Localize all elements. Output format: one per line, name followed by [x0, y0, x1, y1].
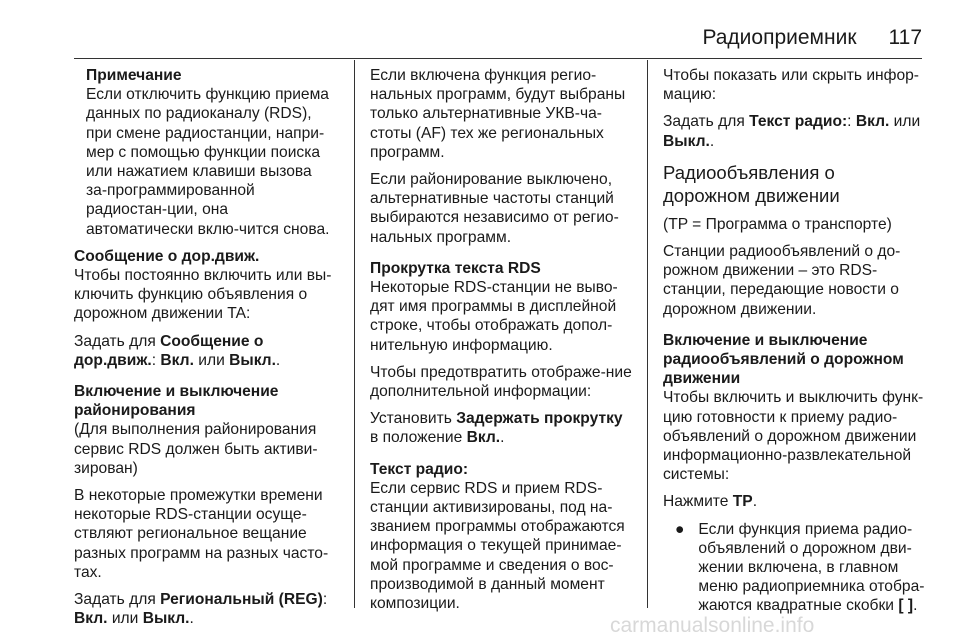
rds-scroll-text: Некоторые RDS-станции не выво-дят имя программы в дисплейной строке, чтобы отображать допол-нительную информацию. [370, 279, 618, 354]
column-2 [370, 66, 632, 613]
period: . [913, 597, 918, 615]
tp-definition: (TP = Программа о транспорте) [663, 215, 892, 233]
menu-item-name: Задержать прокрутку [456, 410, 623, 428]
period: . [752, 493, 758, 511]
watermark: carmanualsonline.info [610, 614, 815, 637]
option-on: Вкл. [466, 429, 501, 447]
header-divider [74, 58, 922, 59]
square-brackets: [ ] [898, 597, 914, 615]
column-divider-2 [647, 60, 648, 608]
setting-prefix: Задать для [663, 113, 750, 131]
or-text: или [193, 351, 230, 369]
note-title: Примечание [86, 67, 182, 84]
period: . [189, 610, 194, 628]
period: . [275, 351, 281, 369]
period: . [709, 132, 715, 150]
traffic-message-setting [74, 332, 337, 370]
tp-onoff-text: Чтобы включить и выключить функ-цию готовности к приему радио-объявлений о дорожном движении информационно-развлекательной системы: [663, 389, 924, 484]
column-divider-1 [354, 60, 355, 608]
setting-prefix: Задать для [74, 332, 161, 350]
separator: : [322, 591, 328, 609]
regionalization-setting [74, 590, 337, 628]
column-3 [663, 66, 925, 615]
option-off: Выкл. [142, 610, 190, 628]
option-on: Вкл. [855, 113, 890, 131]
rds-scroll-setting [370, 409, 632, 447]
section-title: Радиоприемник [702, 26, 857, 49]
or-text: или [107, 610, 143, 628]
note-text: Если отключить функцию приема данных по радиоканалу (RDS), при смене радиостанции, напри-мер с помощью функции поиска или нажатием клавиши вызова за-программированной радиостан-ции, она автоматически вклю-чится снова. [86, 86, 330, 238]
period: . [500, 429, 505, 447]
bullet-body: Если функция приема радио-объявлений о дорожном дви-жении включена, в главном меню радиоприемника отобра-жаются квадратные скобки [698, 520, 925, 615]
regionalization-note: (Для выполнения районирования сервис RDS должен быть активи-зирован) [74, 421, 318, 477]
menu-item-name: Сообщение о дор.движ. [74, 332, 264, 369]
tp-description: Станции радиообъявлений о до-рожном движении – это RDS-станции, передающие новости о дорожном движении. [663, 243, 901, 318]
radio-text-heading: Текст радио: [370, 460, 469, 478]
menu-item-name: Текст радио: [749, 113, 848, 131]
setting-prefix: Установить [370, 410, 457, 428]
column-1 [74, 66, 337, 628]
option-off: Выкл. [229, 351, 276, 369]
option-on: Вкл. [74, 610, 108, 628]
bullet-item [663, 520, 925, 616]
separator: : [847, 113, 856, 131]
rds-scroll-heading: Прокрутка текста RDS [370, 259, 541, 277]
option-on: Вкл. [160, 351, 194, 369]
regional-off-text: Если районирование выключено, альтернативные частоты станций выбираются независимо от регио-нальных программ. [370, 171, 619, 246]
traffic-message-text: Чтобы постоянно включить или вы-ключить функцию объявления о дорожном движении TA: [74, 267, 332, 323]
setting-prefix: Задать для [74, 591, 161, 609]
bullet-text [698, 520, 925, 616]
regional-on-text: Если включена функция регио-нальных программ, будут выбраны только альтернативные УКВ-ча-стоты (AF) тех же региональных программ. [370, 67, 626, 161]
or-text: или [889, 113, 921, 131]
regionalization-text: В некоторые промежутки времени некоторые RDS-станции осуще-ствляют региональное вещание разных программ на разных часто-тах. [74, 487, 329, 581]
page-number: 117 [888, 26, 922, 49]
radio-text-toggle-text: Чтобы показать или скрыть инфор-мацию: [663, 67, 920, 104]
traffic-message-heading: Сообщение о дор.движ. [74, 247, 260, 265]
position-text: в положение [370, 429, 467, 447]
tp-press-instruction [663, 492, 925, 511]
radio-text-setting [663, 112, 925, 150]
tp-button-label: TP [732, 493, 753, 511]
press-prefix: Нажмите [663, 493, 733, 511]
regionalization-heading: Включение и выключение районирования [74, 383, 279, 420]
bullet-icon: ● [675, 520, 685, 538]
radio-text-description: Если сервис RDS и прием RDS-станции активизированы, под на-званием программы отображаются информация о текущей принимае-мой программе и сведения о вос-производимой в данный момент композиции. [370, 479, 625, 613]
menu-item-name: Региональный (REG) [160, 591, 323, 609]
page-header [702, 26, 922, 50]
separator: : [151, 351, 161, 369]
tp-onoff-heading: Включение и выключение радиообъявлений о дорожном движении [663, 331, 904, 388]
rds-scroll-prevent: Чтобы предотвратить отображе-ние дополнительной информации: [370, 363, 632, 401]
note-box [74, 66, 337, 239]
traffic-announcements-heading: Радиообъявления о дорожном движении [663, 161, 840, 206]
option-off: Выкл. [663, 132, 710, 150]
